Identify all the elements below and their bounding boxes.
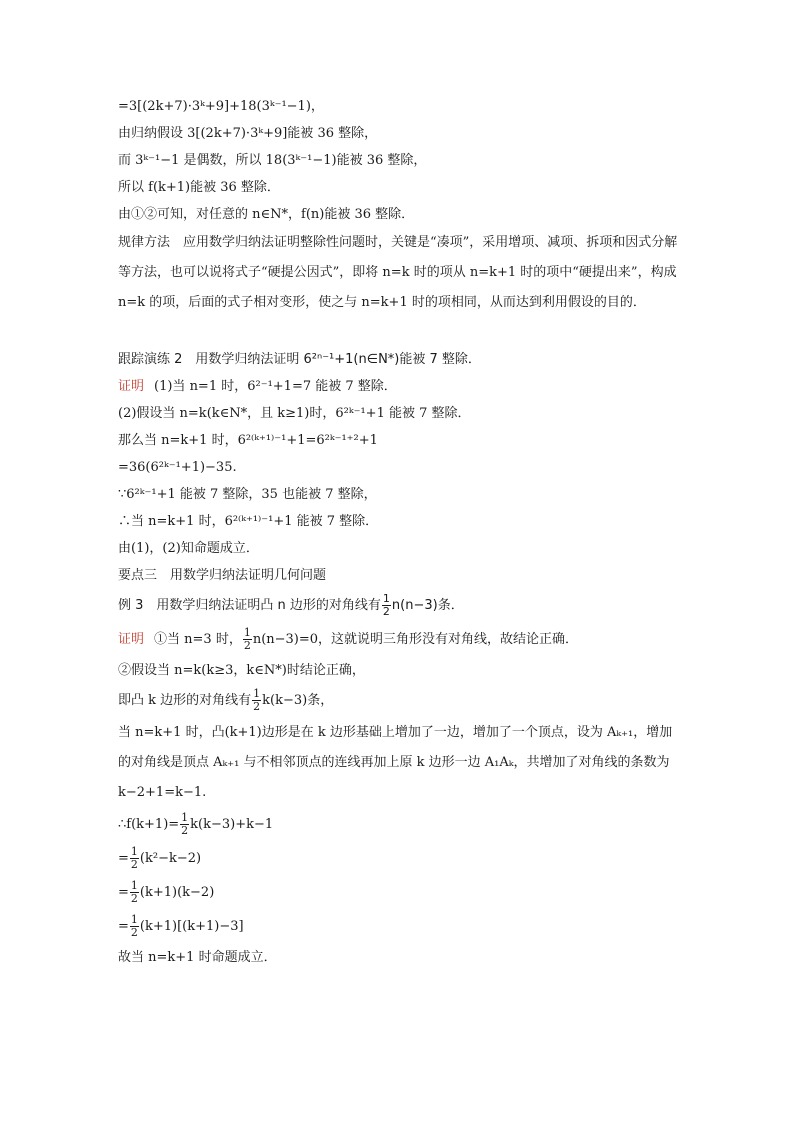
fraction-denominator: 2 xyxy=(253,700,261,713)
text-span: (k+1)[(k+1)−3] xyxy=(139,919,244,934)
proof-label: 证明 xyxy=(118,379,145,394)
text-line: ∴当 n=k+1 时，6²⁽ᵏ⁺¹⁾⁻¹+1 能被 7 整除． xyxy=(118,514,379,529)
fraction-denominator: 2 xyxy=(130,926,138,939)
method-paragraph: 规律方法 应用数学归纳法证明整除性问题时，关键是“凑项”，采用增项、减项、拆项和因式分解等方法，也可以说将式子“硬提公因式”，即将 n=k 时的项从 n=k+1 时的项中“硬提出来”，构成 n=k 的项，后面的式子相对变形，使之与 n=k+1 时的项相同，从而达到利用假设的目的． xyxy=(118,235,678,310)
text-span: n(n−3)条． xyxy=(391,598,464,613)
proof-line xyxy=(118,623,678,657)
proof-line xyxy=(118,373,678,400)
text-span: n(n−3)=0，这就说明三角形没有对角线，故结论正确． xyxy=(252,632,579,647)
text-span: = xyxy=(118,885,129,900)
fraction-denominator: 2 xyxy=(130,858,138,871)
text-line: 所以 f(k+1)能被 36 整除． xyxy=(118,180,280,195)
text-span: (k²−k−2) xyxy=(139,851,202,866)
equation-line xyxy=(118,910,678,944)
text-span: 例 3 用数学归纳法证明凸 n 边形的对角线有 xyxy=(118,598,381,613)
fraction-denominator: 2 xyxy=(181,824,189,837)
text-span: k(k−3)+k−1 xyxy=(190,817,274,832)
drill-heading: 跟踪演练 2 用数学归纳法证明 6²ⁿ⁻¹+1(n∈N*)能被 7 整除． xyxy=(118,352,481,367)
text-line: (2)假设当 n=k(k∈N*，且 k≥1)时，6²ᵏ⁻¹+1 能被 7 整除． xyxy=(118,406,471,421)
fraction-numerator: 1 xyxy=(130,845,138,858)
equation-line xyxy=(118,808,678,842)
text-line: ②假设当 n=k(k≥3，k∈N*)时结论正确， xyxy=(118,663,365,678)
text-span: ①当 n=3 时， xyxy=(154,632,242,647)
text-line: =36(6²ᵏ⁻¹+1)−35. xyxy=(118,460,237,475)
fraction-half xyxy=(382,593,391,618)
text-span: 即凸 k 边形的对角线有 xyxy=(118,693,252,708)
equation-line xyxy=(118,842,678,876)
fraction-half xyxy=(130,846,139,871)
text-line: 由(1)，(2)知命题成立． xyxy=(118,541,259,556)
text-span: ∴f(k+1)= xyxy=(118,817,180,832)
text-span: = xyxy=(118,919,129,934)
fraction-denominator: 2 xyxy=(243,639,251,652)
text-line: 由归纳假设 3[(2k+7)·3ᵏ+9]能被 36 整除， xyxy=(118,126,378,141)
text-line xyxy=(118,684,678,718)
fraction-half xyxy=(130,880,139,905)
fraction-half xyxy=(130,914,139,939)
example-3-heading xyxy=(118,589,678,623)
text-line: ∵6²ᵏ⁻¹+1 能被 7 整除，35 也能被 7 整除， xyxy=(118,487,377,502)
fraction-numerator: 1 xyxy=(253,687,261,700)
text-span: = xyxy=(118,851,129,866)
text-line: 而 3ᵏ⁻¹−1 是偶数，所以 18(3ᵏ⁻¹−1)能被 36 整除， xyxy=(118,153,427,168)
fraction-numerator: 1 xyxy=(130,913,138,926)
text-line: =3[(2k+7)·3ᵏ+9]+18(3ᵏ⁻¹−1)， xyxy=(118,99,324,114)
equation-line xyxy=(118,876,678,910)
document-page xyxy=(118,93,678,971)
text-span: k(k−3)条， xyxy=(262,693,334,708)
fraction-denominator: 2 xyxy=(382,605,390,618)
fraction-half xyxy=(243,627,252,652)
fraction-denominator: 2 xyxy=(130,892,138,905)
proof-label: 证明 xyxy=(118,632,145,647)
fraction-numerator: 1 xyxy=(382,592,390,605)
fraction-numerator: 1 xyxy=(130,879,138,892)
text-line: 那么当 n=k+1 时，6²⁽ᵏ⁺¹⁾⁻¹+1=6²ᵏ⁻¹⁺²+1 xyxy=(118,433,378,448)
text-span: (1)当 n=1 时，6²⁻¹+1=7 能被 7 整除． xyxy=(154,379,397,394)
fraction-numerator: 1 xyxy=(243,626,251,639)
fraction-half xyxy=(180,812,189,837)
text-span: (k+1)(k−2) xyxy=(139,885,215,900)
fraction-half xyxy=(252,688,261,713)
text-paragraph: 当 n=k+1 时，凸(k+1)边形是在 k 边形基础上增加了一边，增加了一个顶点，设为 Aₖ₊₁，增加的对角线是顶点 Aₖ₊₁ 与不相邻顶点的连线再加上原 k 边形一边 A₁Aₖ，共增加了对角线的条数为 k−2+1=k−1. xyxy=(118,725,673,800)
section-heading: 要点三 用数学归纳法证明几何问题 xyxy=(118,568,327,583)
text-line: 故当 n=k+1 时命题成立． xyxy=(118,950,277,965)
fraction-numerator: 1 xyxy=(181,811,189,824)
text-line: 由①②可知，对任意的 n∈N*，f(n)能被 36 整除． xyxy=(118,207,415,222)
